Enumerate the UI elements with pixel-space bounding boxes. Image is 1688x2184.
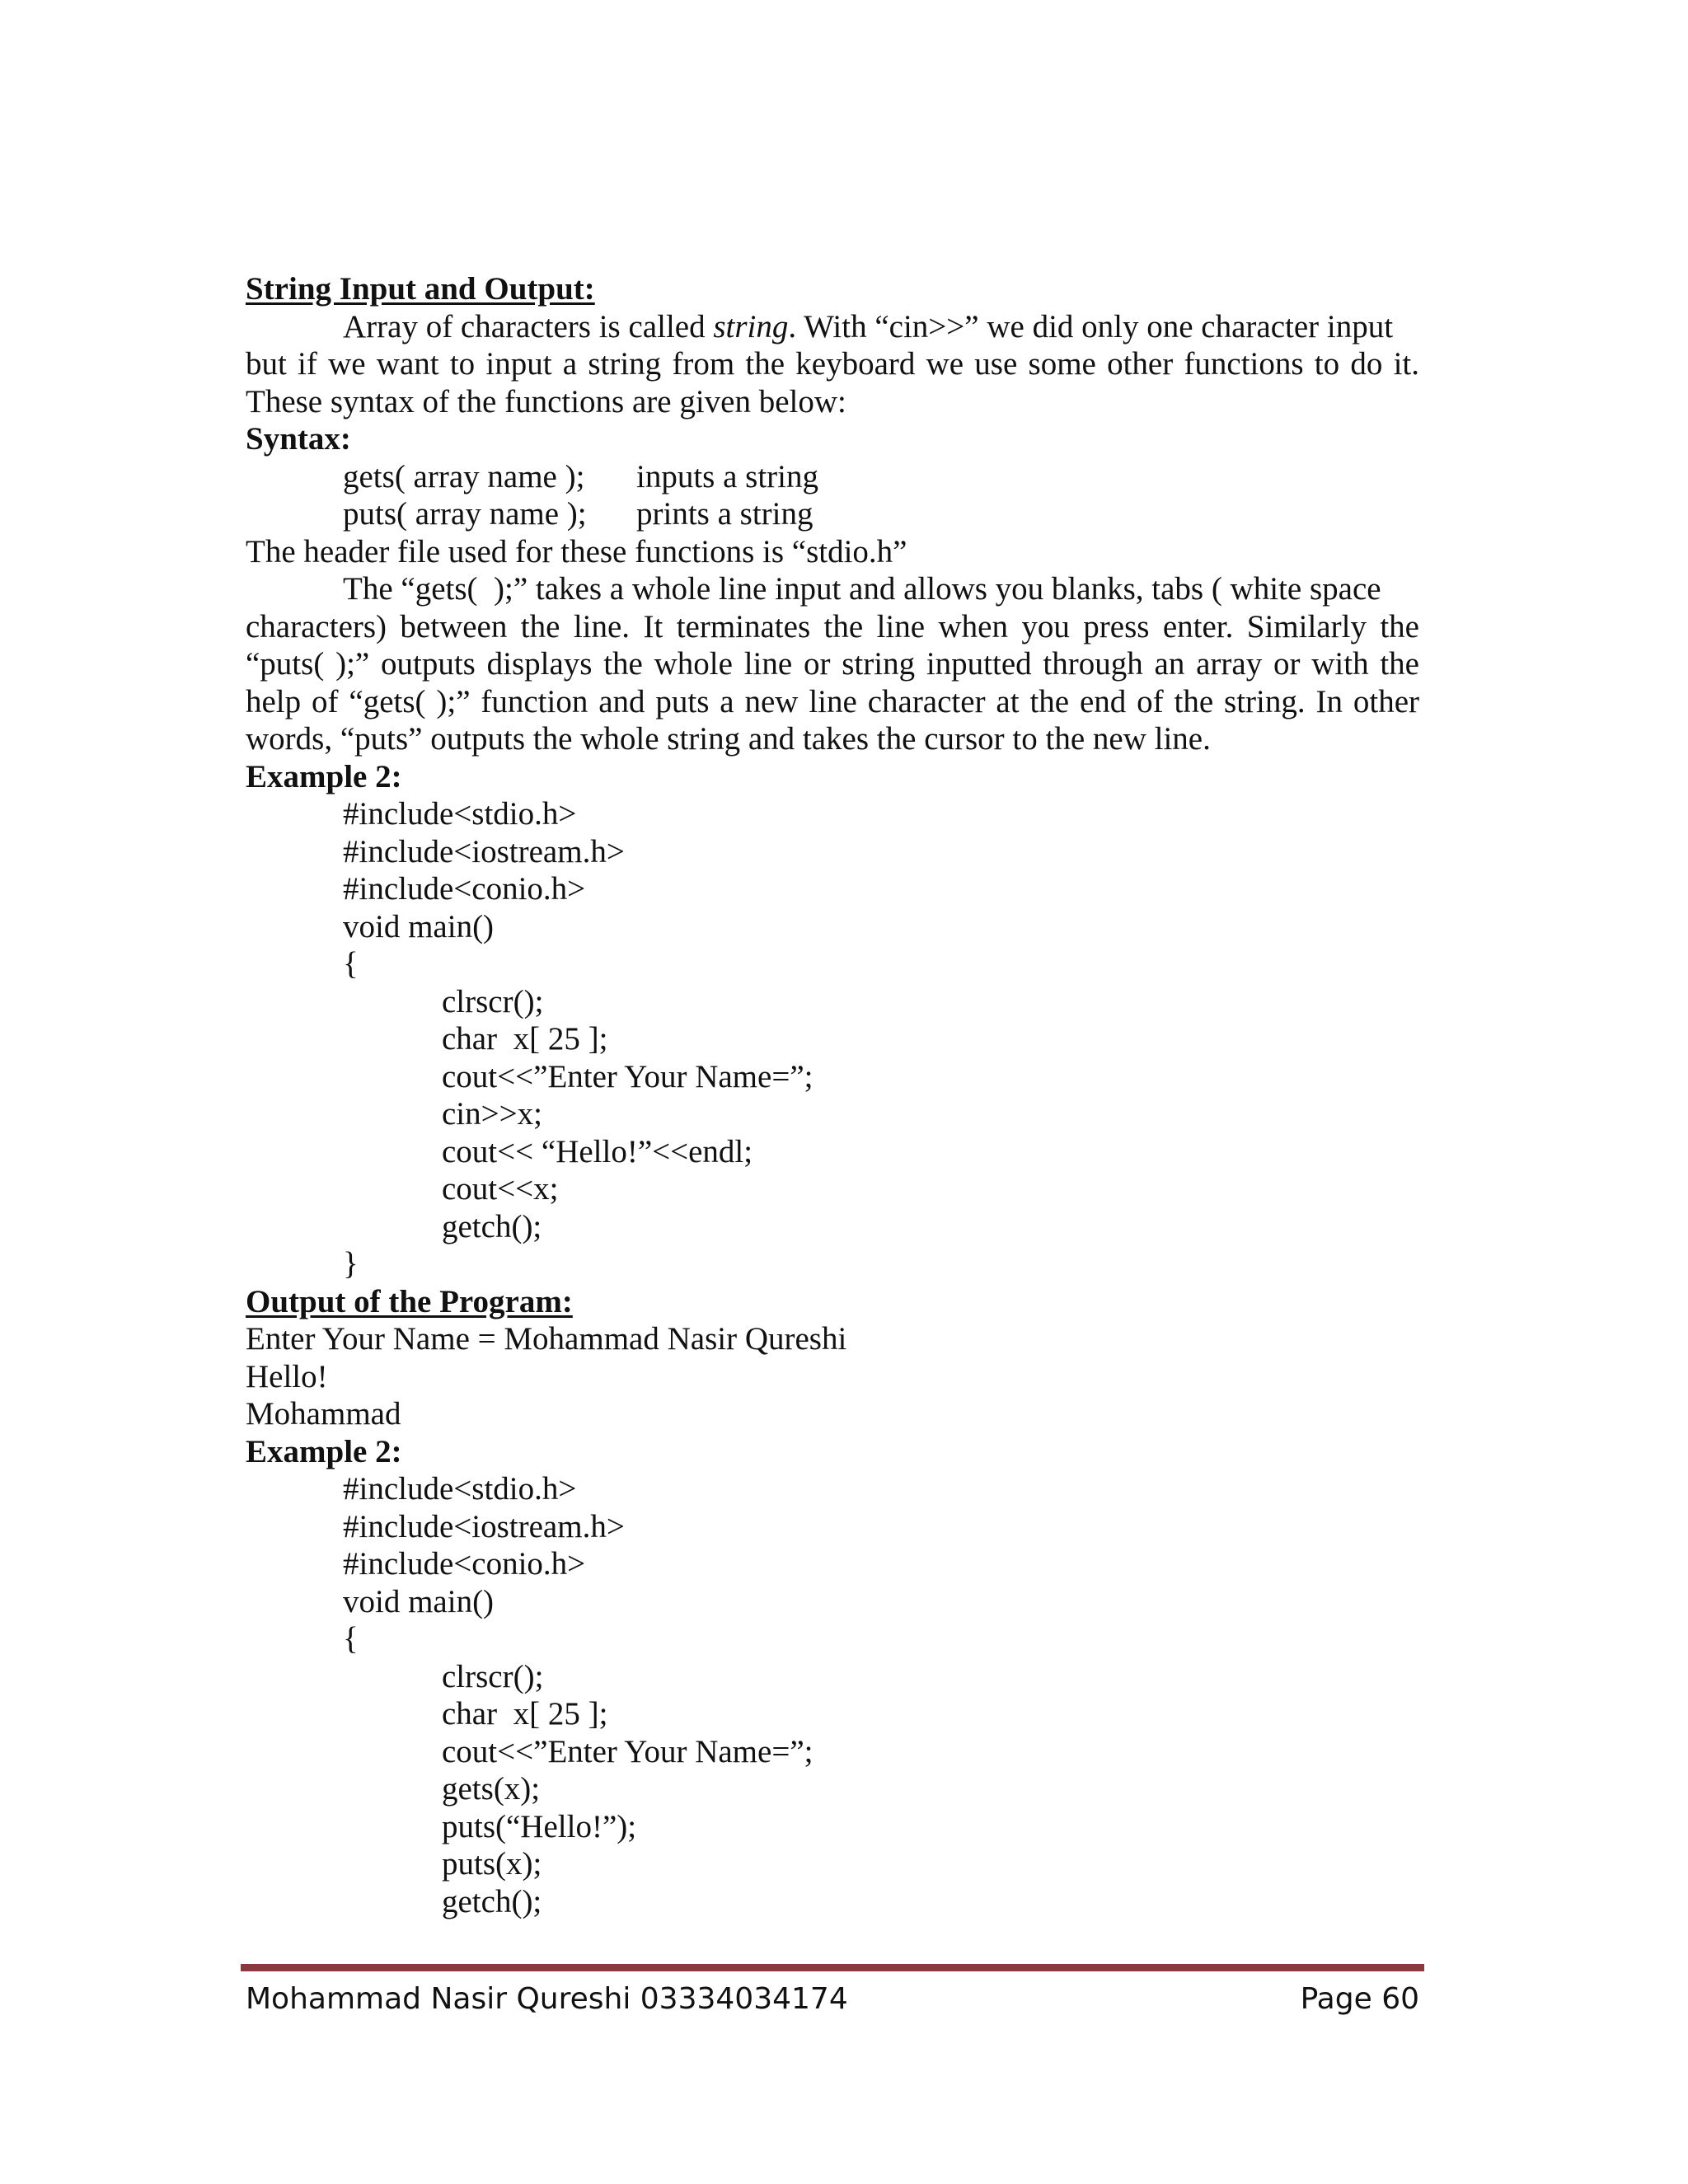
code-line: #include<stdio.h> (343, 1471, 577, 1507)
example1-code-block (246, 795, 1419, 1283)
output-line: Mohammad (246, 1396, 401, 1432)
code-line: void main() (343, 908, 495, 944)
intro-rest: but if we want to input a string from the keyboard we use some other functions to do it. These syntax of the functions are given below: (246, 346, 1419, 419)
code-line: puts(x); (442, 1846, 542, 1882)
code-line: { (343, 946, 359, 982)
code-line: { (343, 1621, 359, 1657)
code-line: #include<iostream.h> (343, 833, 625, 869)
code-line: void main() (343, 1583, 495, 1619)
code-line: cout<<x; (442, 1171, 559, 1207)
code-line: cin>>x; (442, 1096, 542, 1132)
code-line: gets(x); (442, 1771, 541, 1807)
code-line: cout<<”Enter Your Name=”; (442, 1058, 814, 1094)
code-line: char x[ 25 ]; (442, 1021, 608, 1057)
example2-label: Example 2: (246, 1433, 402, 1469)
syntax-description: prints a string (636, 496, 814, 532)
code-line: } (343, 1246, 359, 1282)
code-line: getch(); (442, 1208, 542, 1244)
code-line: puts(“Hello!”); (442, 1808, 637, 1844)
footer-author: Mohammad Nasir Qureshi 03334034174 (246, 1982, 848, 2016)
code-line: #include<conio.h> (343, 1546, 586, 1582)
section-heading: String Input and Output: (246, 271, 595, 307)
footer-rule (241, 1964, 1424, 1971)
explanation-first-line: The “gets( );” takes a whole line input and allows you blanks, tabs ( white space (343, 571, 1381, 607)
intro-paragraph (246, 308, 1419, 421)
explanation-rest: characters) between the line. It terminates the line when you press enter. Similarly the “puts( );” outputs displays the whole line or string inputted through an array or with the help of “gets( );” function and puts a new line character at the end of the string. In other words, “puts” outputs the whole string and takes the cursor to the new line. (246, 608, 1419, 757)
footer-page-number: Page 60 (1300, 1982, 1419, 2016)
code-line: clrscr(); (442, 1658, 544, 1694)
code-line: #include<iostream.h> (343, 1508, 625, 1544)
syntax-row (246, 495, 1419, 533)
code-line: cout<< “Hello!”<<endl; (442, 1133, 753, 1169)
syntax-code: gets( array name ); (343, 458, 585, 494)
explanation-paragraph (246, 570, 1419, 758)
example1-label: Example 2: (246, 758, 402, 794)
code-line: char x[ 25 ]; (442, 1696, 608, 1732)
code-line: getch(); (442, 1883, 542, 1919)
header-file-note: The header file used for these functions is “stdio.h” (246, 533, 907, 569)
code-line: #include<stdio.h> (343, 796, 577, 832)
syntax-description: inputs a string (636, 458, 818, 494)
syntax-list (246, 458, 1419, 533)
output-line: Hello! (246, 1358, 328, 1394)
code-line: clrscr(); (442, 983, 544, 1019)
example2-code-block (246, 1470, 1419, 1920)
intro-first-line: Array of characters is called string. With “cin>>” we did only one character input (343, 308, 1394, 344)
syntax-label: Syntax: (246, 421, 351, 457)
output-line: Enter Your Name = Mohammad Nasir Qureshi (246, 1321, 847, 1357)
page-content (246, 270, 1419, 1920)
syntax-code: puts( array name ); (343, 496, 587, 532)
syntax-row (246, 458, 1419, 496)
program-output (246, 1320, 1419, 1433)
italic-term: string (713, 308, 789, 344)
code-line: cout<<”Enter Your Name=”; (442, 1733, 814, 1769)
output-label: Output of the Program: (246, 1283, 573, 1319)
code-line: #include<conio.h> (343, 871, 586, 907)
